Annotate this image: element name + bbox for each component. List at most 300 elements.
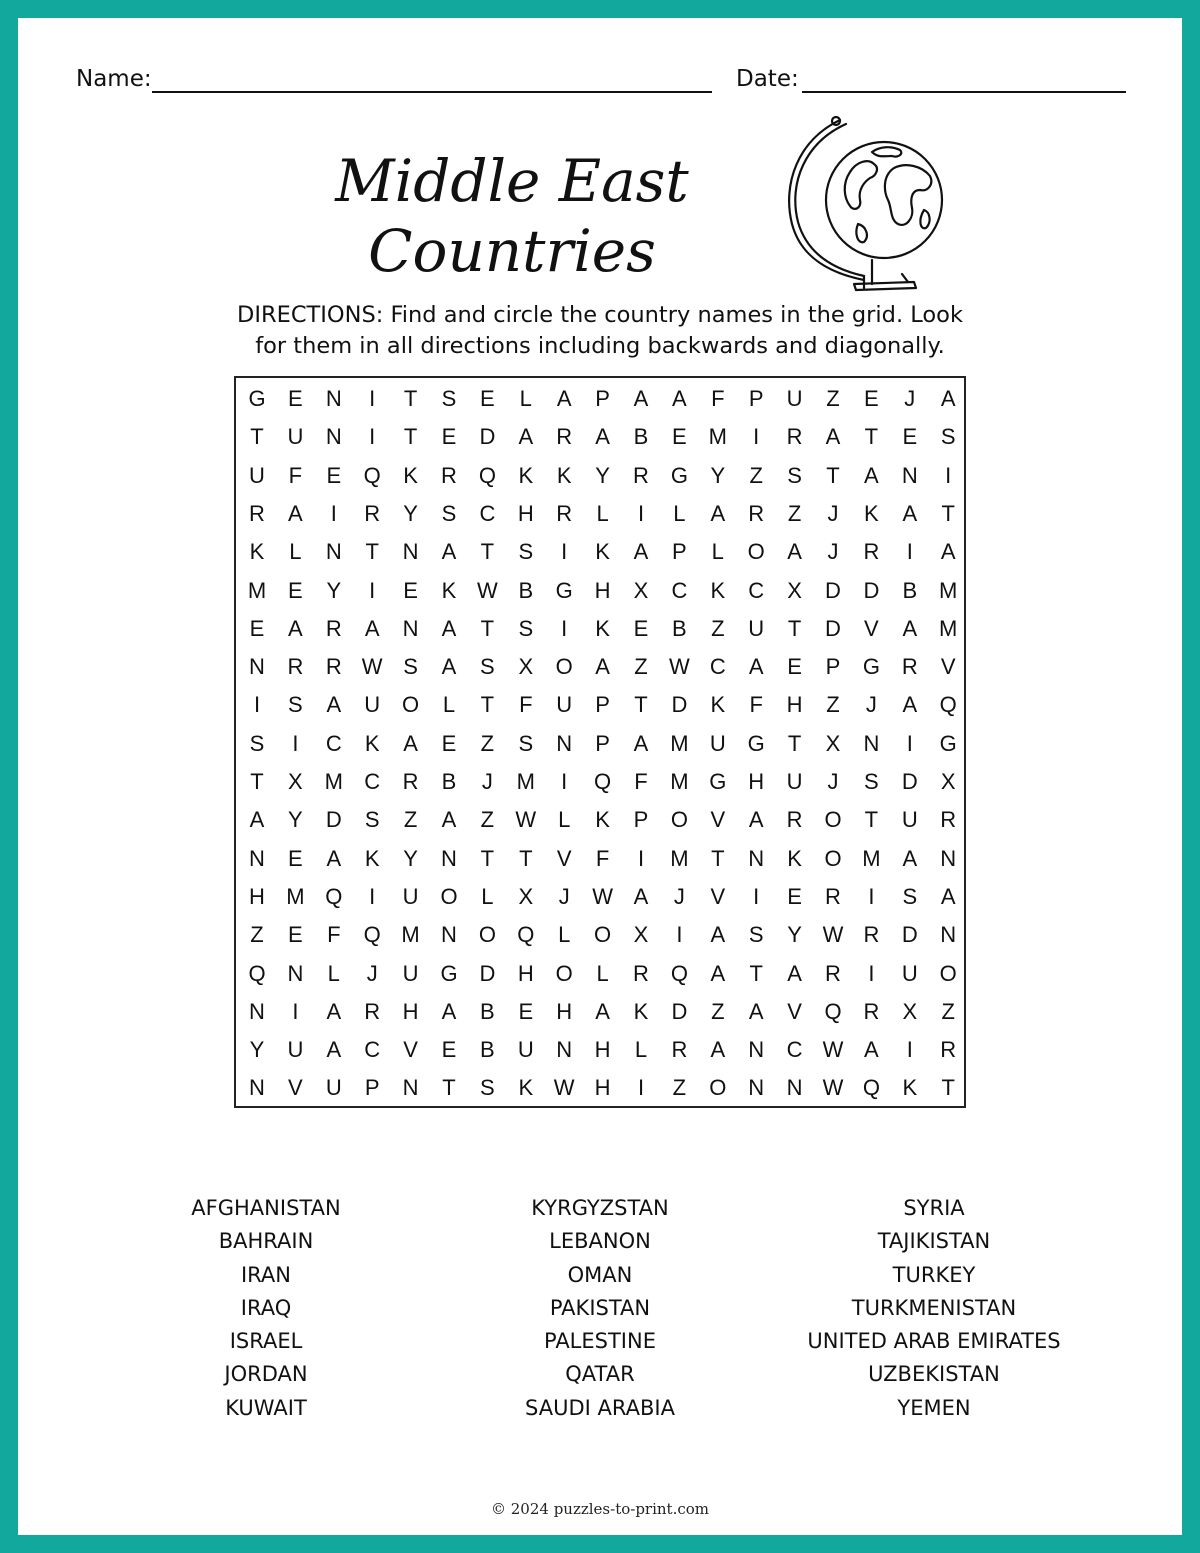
grid-letter[interactable]: Y — [403, 500, 418, 526]
grid-letter[interactable]: A — [902, 615, 918, 641]
grid-letter[interactable]: H — [786, 692, 803, 718]
grid-letter[interactable]: M — [708, 424, 727, 450]
grid-letter[interactable]: C — [709, 654, 726, 680]
grid-letter[interactable]: H — [517, 500, 534, 526]
grid-letter[interactable]: W — [822, 922, 844, 948]
grid-letter[interactable]: M — [939, 615, 958, 641]
grid-letter[interactable]: S — [441, 386, 457, 411]
grid-letter[interactable]: H — [517, 960, 534, 986]
grid-letter[interactable]: A — [864, 462, 879, 488]
grid-letter[interactable]: J — [865, 692, 877, 718]
grid-letter[interactable]: N — [940, 845, 957, 871]
grid-letter[interactable]: U — [402, 960, 419, 986]
grid-letter[interactable]: L — [634, 1037, 648, 1063]
grid-letter[interactable]: A — [940, 386, 956, 411]
grid-letter[interactable]: N — [249, 1075, 265, 1101]
grid-letter[interactable]: A — [441, 539, 457, 565]
grid-letter[interactable]: G — [440, 960, 458, 986]
grid-letter[interactable]: R — [249, 500, 265, 526]
grid-letter[interactable]: W — [515, 807, 537, 833]
grid-letter[interactable]: J — [827, 769, 839, 794]
grid-letter[interactable]: Z — [250, 922, 264, 948]
grid-letter[interactable]: A — [326, 692, 342, 718]
grid-letter[interactable]: T — [365, 539, 379, 565]
grid-letter[interactable]: A — [787, 960, 802, 986]
grid-letter[interactable]: A — [249, 807, 265, 833]
grid-letter[interactable]: F — [288, 462, 303, 488]
grid-letter[interactable]: I — [868, 883, 875, 909]
grid-letter[interactable]: W — [592, 883, 613, 909]
grid-letter[interactable]: L — [442, 692, 456, 718]
grid-letter[interactable]: Q — [862, 1075, 880, 1101]
grid-letter[interactable]: A — [748, 998, 764, 1024]
grid-letter[interactable]: S — [518, 730, 534, 756]
grid-letter[interactable]: W — [822, 1075, 844, 1101]
grid-letter[interactable]: L — [519, 386, 532, 411]
grid-letter[interactable]: B — [633, 424, 649, 450]
grid-letter[interactable]: S — [403, 654, 418, 680]
grid-letter[interactable]: G — [862, 654, 880, 680]
grid-letter[interactable]: K — [556, 462, 572, 488]
grid-letter[interactable]: U — [748, 615, 765, 641]
grid-letter[interactable]: A — [441, 615, 457, 641]
grid-letter[interactable]: P — [633, 807, 649, 833]
grid-letter[interactable]: E — [518, 998, 534, 1024]
grid-letter[interactable]: O — [440, 883, 458, 909]
grid-letter[interactable]: W — [669, 654, 690, 680]
grid-letter[interactable]: K — [633, 998, 649, 1024]
grid-letter[interactable]: L — [596, 960, 609, 986]
grid-letter[interactable]: S — [364, 807, 380, 833]
grid-letter[interactable]: S — [902, 883, 918, 909]
grid-letter[interactable]: Z — [672, 1075, 687, 1101]
grid-letter[interactable]: P — [672, 539, 687, 565]
grid-letter[interactable]: M — [862, 845, 881, 871]
grid-letter[interactable]: Q — [939, 692, 957, 718]
grid-letter[interactable]: Q — [594, 769, 612, 794]
grid-letter[interactable]: A — [902, 692, 918, 718]
grid-letter[interactable]: R — [633, 462, 649, 488]
grid-letter[interactable]: V — [403, 1037, 418, 1063]
grid-letter[interactable]: O — [555, 960, 573, 986]
grid-letter[interactable]: Q — [670, 960, 688, 986]
grid-letter[interactable]: Z — [480, 807, 495, 833]
grid-letter[interactable]: T — [787, 615, 802, 641]
grid-letter[interactable]: A — [633, 539, 649, 565]
grid-letter[interactable]: E — [249, 615, 265, 641]
grid-letter[interactable]: N — [863, 730, 880, 756]
grid-letter[interactable]: N — [249, 654, 265, 680]
grid-letter[interactable]: X — [518, 883, 534, 909]
grid-letter[interactable]: E — [902, 424, 918, 450]
grid-letter[interactable]: U — [249, 462, 265, 488]
grid-letter[interactable]: W — [477, 577, 498, 603]
grid-letter[interactable]: K — [403, 462, 418, 488]
grid-letter[interactable]: H — [402, 998, 419, 1024]
grid-letter[interactable]: W — [361, 654, 383, 680]
date-field[interactable] — [802, 91, 1126, 93]
grid-letter[interactable]: Y — [787, 922, 802, 948]
grid-letter[interactable]: G — [939, 730, 957, 756]
grid-letter[interactable]: A — [748, 654, 764, 680]
grid-letter[interactable]: Q — [363, 922, 381, 948]
grid-letter[interactable]: R — [863, 922, 880, 948]
grid-letter[interactable]: A — [403, 730, 418, 756]
grid-letter[interactable]: O — [555, 654, 573, 680]
grid-letter[interactable]: M — [939, 577, 958, 603]
grid-letter[interactable]: N — [325, 424, 342, 450]
grid-letter[interactable]: R — [825, 960, 841, 986]
grid-letter[interactable]: R — [863, 539, 880, 565]
grid-letter[interactable]: J — [673, 883, 685, 909]
grid-letter[interactable]: I — [753, 883, 760, 909]
grid-letter[interactable]: V — [710, 883, 726, 909]
grid-letter[interactable]: R — [786, 807, 803, 833]
grid-letter[interactable]: K — [864, 500, 879, 526]
grid-letter[interactable]: R — [901, 654, 918, 680]
grid-letter[interactable]: R — [940, 1037, 957, 1063]
grid-letter[interactable]: R — [556, 424, 573, 450]
grid-letter[interactable]: A — [633, 386, 649, 411]
grid-letter[interactable]: Z — [941, 998, 955, 1024]
grid-letter[interactable]: E — [403, 577, 418, 603]
grid-letter[interactable]: C — [748, 577, 765, 603]
grid-letter[interactable]: X — [288, 769, 303, 794]
grid-letter[interactable]: M — [516, 769, 535, 794]
grid-letter[interactable]: H — [249, 883, 265, 909]
grid-letter[interactable]: Z — [711, 615, 725, 641]
grid-letter[interactable]: H — [594, 1075, 611, 1101]
grid-letter[interactable]: C — [325, 730, 342, 756]
grid-letter[interactable]: A — [672, 386, 687, 411]
grid-letter[interactable]: N — [402, 615, 419, 641]
grid-letter[interactable]: E — [288, 577, 303, 603]
grid-letter[interactable]: H — [594, 577, 611, 603]
grid-letter[interactable]: T — [442, 1075, 456, 1101]
grid-letter[interactable]: Z — [787, 500, 802, 526]
grid-letter[interactable]: O — [478, 922, 496, 948]
grid-letter[interactable]: E — [787, 654, 802, 680]
grid-letter[interactable]: I — [906, 1037, 913, 1063]
grid-letter[interactable]: V — [940, 654, 956, 680]
grid-letter[interactable]: G — [747, 730, 765, 756]
grid-letter[interactable]: R — [325, 654, 342, 680]
grid-letter[interactable]: S — [748, 922, 764, 948]
grid-letter[interactable]: A — [710, 922, 726, 948]
grid-letter[interactable]: U — [364, 692, 381, 718]
grid-letter[interactable]: O — [594, 922, 612, 948]
grid-letter[interactable]: N — [402, 1075, 419, 1101]
grid-letter[interactable]: A — [364, 615, 380, 641]
grid-letter[interactable]: U — [402, 883, 419, 909]
grid-letter[interactable]: J — [481, 769, 493, 794]
grid-letter[interactable]: F — [595, 845, 610, 871]
grid-letter[interactable]: A — [710, 1037, 726, 1063]
grid-letter[interactable]: M — [670, 845, 689, 871]
grid-letter[interactable]: M — [324, 769, 343, 794]
grid-letter[interactable]: A — [902, 845, 918, 871]
grid-letter[interactable]: B — [672, 615, 687, 641]
grid-letter[interactable]: Q — [363, 462, 381, 488]
grid-letter[interactable]: I — [753, 424, 760, 450]
grid-letter[interactable]: O — [939, 960, 957, 986]
grid-letter[interactable]: R — [748, 500, 765, 526]
grid-letter[interactable]: R — [364, 500, 381, 526]
grid-letter[interactable]: J — [827, 500, 839, 526]
grid-letter[interactable]: X — [518, 654, 534, 680]
grid-letter[interactable]: E — [441, 1037, 457, 1063]
grid-letter[interactable]: A — [326, 1037, 342, 1063]
grid-letter[interactable]: Y — [326, 577, 342, 603]
grid-letter[interactable]: M — [670, 769, 689, 794]
grid-letter[interactable]: I — [292, 730, 299, 756]
grid-letter[interactable]: K — [364, 730, 380, 756]
grid-letter[interactable]: T — [480, 615, 495, 641]
grid-letter[interactable]: R — [287, 654, 304, 680]
name-field[interactable] — [152, 91, 712, 93]
grid-letter[interactable]: A — [748, 807, 764, 833]
grid-letter[interactable]: L — [596, 500, 609, 526]
grid-letter[interactable]: R — [786, 424, 803, 450]
grid-letter[interactable]: R — [364, 998, 381, 1024]
grid-letter[interactable]: O — [747, 539, 765, 565]
grid-letter[interactable]: C — [786, 1037, 803, 1063]
grid-letter[interactable]: Z — [403, 807, 418, 833]
grid-letter[interactable]: I — [369, 883, 376, 909]
grid-letter[interactable]: T — [787, 730, 802, 756]
grid-letter[interactable]: S — [518, 539, 534, 565]
grid-letter[interactable]: I — [945, 462, 952, 488]
grid-letter[interactable]: Y — [249, 1037, 265, 1063]
grid-letter[interactable]: D — [863, 577, 880, 603]
grid-letter[interactable]: N — [402, 539, 419, 565]
grid-letter[interactable]: X — [825, 730, 841, 756]
grid-letter[interactable]: A — [288, 500, 303, 526]
grid-letter[interactable]: R — [556, 500, 573, 526]
grid-letter[interactable]: O — [670, 807, 688, 833]
grid-letter[interactable]: D — [901, 769, 918, 794]
grid-letter[interactable]: X — [633, 577, 649, 603]
grid-letter[interactable]: I — [868, 960, 875, 986]
grid-letter[interactable]: Y — [403, 845, 418, 871]
grid-letter[interactable]: R — [671, 1037, 688, 1063]
grid-letter[interactable]: I — [330, 500, 337, 526]
grid-letter[interactable]: X — [940, 769, 956, 794]
grid-letter[interactable]: A — [864, 1037, 879, 1063]
grid-letter[interactable]: E — [480, 386, 495, 411]
grid-letter[interactable]: N — [441, 845, 457, 871]
grid-letter[interactable]: A — [441, 998, 457, 1024]
grid-letter[interactable]: M — [401, 922, 420, 948]
grid-letter[interactable]: Y — [710, 462, 726, 488]
grid-letter[interactable]: Z — [634, 654, 648, 680]
grid-letter[interactable]: K — [595, 615, 610, 641]
grid-letter[interactable]: K — [787, 845, 802, 871]
grid-letter[interactable]: U — [287, 424, 304, 450]
grid-letter[interactable]: F — [634, 769, 648, 794]
grid-letter[interactable]: I — [561, 769, 568, 794]
grid-letter[interactable]: G — [709, 769, 727, 794]
grid-letter[interactable]: A — [595, 654, 610, 680]
grid-letter[interactable]: A — [326, 998, 342, 1024]
grid-letter[interactable]: U — [901, 807, 918, 833]
grid-letter[interactable]: S — [787, 462, 802, 488]
grid-letter[interactable]: U — [517, 1037, 534, 1063]
grid-letter[interactable]: E — [633, 615, 649, 641]
grid-letter[interactable]: O — [709, 1075, 727, 1101]
grid-letter[interactable]: Q — [478, 462, 496, 488]
grid-letter[interactable]: S — [480, 654, 495, 680]
grid-letter[interactable]: Z — [480, 730, 495, 756]
grid-letter[interactable]: Z — [826, 386, 840, 411]
grid-letter[interactable]: T — [711, 845, 725, 871]
grid-letter[interactable]: P — [595, 386, 610, 411]
grid-letter[interactable]: E — [787, 883, 802, 909]
grid-letter[interactable]: N — [441, 922, 457, 948]
grid-letter[interactable]: L — [558, 922, 571, 948]
grid-letter[interactable]: S — [288, 692, 303, 718]
grid-letter[interactable]: X — [902, 998, 918, 1024]
grid-letter[interactable]: K — [595, 807, 610, 833]
grid-letter[interactable]: J — [827, 539, 839, 565]
grid-letter[interactable]: T — [403, 424, 418, 450]
grid-letter[interactable]: U — [325, 1075, 342, 1101]
grid-letter[interactable]: V — [288, 1075, 303, 1101]
grid-letter[interactable]: R — [863, 998, 880, 1024]
grid-letter[interactable]: A — [595, 998, 610, 1024]
grid-letter[interactable]: V — [787, 998, 802, 1024]
grid-letter[interactable]: D — [479, 960, 496, 986]
grid-letter[interactable]: S — [518, 615, 534, 641]
grid-letter[interactable]: J — [366, 960, 378, 986]
grid-letter[interactable]: N — [748, 845, 765, 871]
grid-letter[interactable]: I — [253, 692, 261, 718]
grid-letter[interactable]: V — [864, 615, 879, 641]
grid-letter[interactable]: I — [637, 500, 645, 526]
grid-letter[interactable]: T — [250, 424, 264, 450]
grid-letter[interactable]: N — [287, 960, 304, 986]
grid-letter[interactable]: N — [748, 1075, 765, 1101]
grid-letter[interactable]: O — [402, 692, 420, 718]
grid-letter[interactable]: J — [558, 883, 570, 909]
grid-letter[interactable]: G — [248, 386, 266, 411]
grid-letter[interactable]: N — [325, 386, 342, 411]
grid-letter[interactable]: F — [519, 692, 533, 718]
grid-letter[interactable]: C — [364, 769, 381, 794]
grid-letter[interactable]: A — [940, 883, 956, 909]
grid-letter[interactable]: T — [941, 500, 955, 526]
grid-letter[interactable]: X — [633, 922, 649, 948]
grid-letter[interactable]: I — [561, 539, 568, 565]
grid-letter[interactable]: U — [556, 692, 573, 718]
grid-letter[interactable]: E — [441, 424, 457, 450]
grid-letter[interactable]: I — [292, 998, 299, 1024]
grid-letter[interactable]: T — [250, 769, 264, 794]
grid-letter[interactable]: M — [670, 730, 689, 756]
grid-letter[interactable]: O — [824, 807, 842, 833]
grid-letter[interactable]: K — [249, 539, 265, 565]
grid-letter[interactable]: K — [902, 1075, 918, 1101]
grid-letter[interactable]: I — [906, 539, 913, 565]
grid-letter[interactable]: N — [249, 845, 265, 871]
grid-letter[interactable]: B — [480, 998, 495, 1024]
grid-letter[interactable]: Q — [325, 883, 343, 909]
grid-letter[interactable]: P — [595, 730, 610, 756]
grid-letter[interactable]: D — [325, 807, 342, 833]
grid-letter[interactable]: P — [595, 692, 610, 718]
grid-letter[interactable]: E — [441, 730, 457, 756]
grid-letter[interactable]: I — [369, 577, 376, 603]
grid-letter[interactable]: A — [633, 730, 649, 756]
grid-letter[interactable]: T — [634, 692, 648, 718]
grid-letter[interactable]: L — [327, 960, 340, 986]
grid-letter[interactable]: T — [749, 960, 763, 986]
grid-letter[interactable]: D — [479, 424, 496, 450]
grid-letter[interactable]: A — [441, 807, 457, 833]
grid-letter[interactable]: H — [748, 769, 765, 794]
grid-letter[interactable]: P — [748, 386, 764, 411]
grid-letter[interactable]: F — [711, 386, 725, 411]
grid-letter[interactable]: O — [824, 845, 842, 871]
grid-letter[interactable]: Z — [749, 462, 763, 488]
grid-letter[interactable]: M — [286, 883, 305, 909]
grid-letter[interactable]: A — [710, 500, 726, 526]
grid-letter[interactable]: R — [825, 883, 841, 909]
grid-letter[interactable]: N — [786, 1075, 803, 1101]
grid-letter[interactable]: S — [480, 1075, 495, 1101]
grid-letter[interactable]: D — [671, 692, 688, 718]
grid-letter[interactable]: A — [787, 539, 802, 565]
grid-letter[interactable]: L — [481, 883, 494, 909]
grid-letter[interactable]: Q — [248, 960, 266, 986]
grid-letter[interactable]: T — [864, 807, 879, 833]
grid-letter[interactable]: P — [364, 1075, 380, 1101]
grid-letter[interactable]: D — [671, 998, 688, 1024]
grid-letter[interactable]: D — [825, 615, 841, 641]
grid-letter[interactable]: Q — [824, 998, 842, 1024]
grid-letter[interactable]: F — [749, 692, 763, 718]
grid-letter[interactable]: I — [637, 845, 645, 871]
grid-letter[interactable]: T — [519, 845, 533, 871]
grid-letter[interactable]: I — [906, 730, 913, 756]
grid-letter[interactable]: W — [553, 1075, 575, 1101]
grid-letter[interactable]: K — [710, 692, 726, 718]
grid-letter[interactable]: B — [518, 577, 534, 603]
grid-letter[interactable]: E — [672, 424, 687, 450]
grid-letter[interactable]: Z — [826, 692, 840, 718]
grid-letter[interactable]: U — [287, 1037, 304, 1063]
grid-letter[interactable]: A — [633, 883, 649, 909]
grid-letter[interactable]: Q — [517, 922, 535, 948]
grid-letter[interactable]: A — [556, 386, 572, 411]
grid-letter[interactable]: K — [518, 462, 534, 488]
grid-letter[interactable]: A — [288, 615, 303, 641]
grid-letter[interactable]: P — [825, 654, 841, 680]
grid-letter[interactable]: L — [289, 539, 302, 565]
grid-letter[interactable]: E — [288, 922, 303, 948]
grid-letter[interactable]: S — [940, 424, 956, 450]
grid-letter[interactable]: J — [904, 386, 916, 411]
grid-letter[interactable]: T — [480, 692, 495, 718]
grid-letter[interactable]: L — [711, 539, 724, 565]
grid-letter[interactable]: A — [326, 845, 342, 871]
grid-letter[interactable]: C — [479, 500, 496, 526]
grid-letter[interactable]: U — [709, 730, 726, 756]
grid-letter[interactable]: S — [249, 730, 265, 756]
grid-letter[interactable]: A — [902, 500, 918, 526]
grid-letter[interactable]: X — [787, 577, 802, 603]
grid-letter[interactable]: T — [480, 845, 495, 871]
